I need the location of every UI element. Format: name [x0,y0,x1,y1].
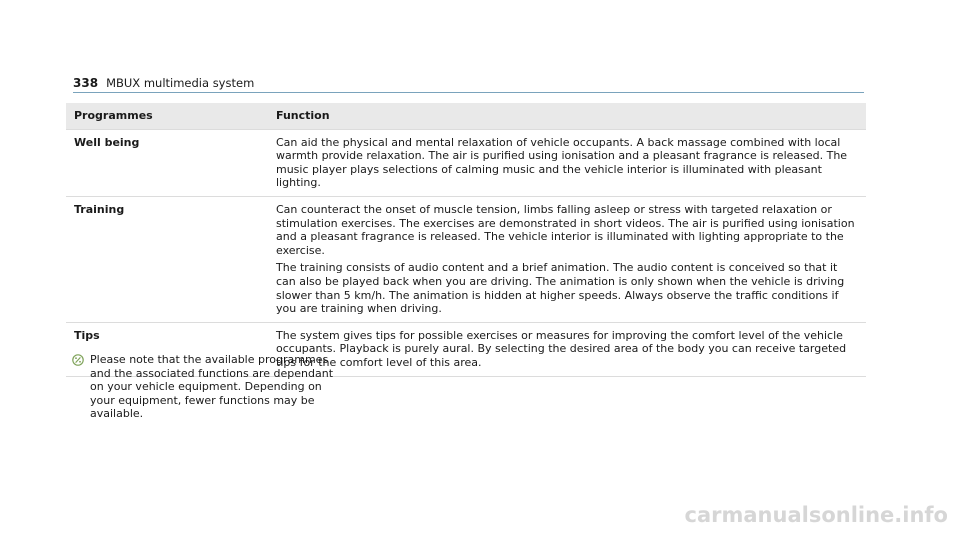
column-header-programmes: Programmes [66,103,268,129]
programme-name: Training [66,196,268,322]
note-icon [72,354,84,366]
function-paragraph: Can counteract the onset of muscle tension, limbs falling asleep or stress with targeted relaxation or stimulation exercises. The exercises are demonstrated in short videos. The air is purified using ionisation and a pleasant fragrance is released. The vehicle interior is illuminated with lighting appropriate to the exercise. [276,202,855,257]
programme-function [268,322,866,376]
function-paragraph: Can aid the physical and mental relaxation of vehicle occupants. A back massage combined with local warmth provide relaxation. The air is purified using ionisation and a pleasant fragrance is released. The music player plays selections of calming music and the vehicle interior is illuminated with pleasant lighting. [276,135,848,190]
page-header [73,76,254,90]
column-header-function: Function [268,103,866,129]
table-header-row [66,103,866,129]
page-number: 338 [73,76,99,90]
table-row [66,196,866,322]
programme-name: Well being [66,129,268,196]
note-text: Please note that the available programmes and the associated functions are dependant on your vehicle equipment. Depending on your equipment, fewer functions may be available. [90,353,334,421]
header-rule [73,92,864,93]
programme-function [268,129,866,196]
section-title: MBUX multimedia system [106,76,255,90]
watermark: carmanualsonline.info [684,503,948,527]
function-paragraph: The system gives tips for possible exercises or measures for improving the comfort level of the vehicle occupants. Playback is purely aural. By selecting the desired area of the body you can receive targeted tips for the comfort level of this area. [276,328,847,369]
programme-function [268,196,866,322]
programme-name: Tips [66,322,268,376]
note-box [72,353,342,421]
programmes-table [66,103,866,377]
function-paragraph: The training consists of audio content and a brief animation. The audio content is conceived so that it can also be played back when you are driving. The animation is only shown when the vehicle is driving slower than 5 km/h. The animation is hidden at higher speeds. Always observe the traffic conditions if you are training when driving. [276,261,845,316]
table-row [66,129,866,196]
